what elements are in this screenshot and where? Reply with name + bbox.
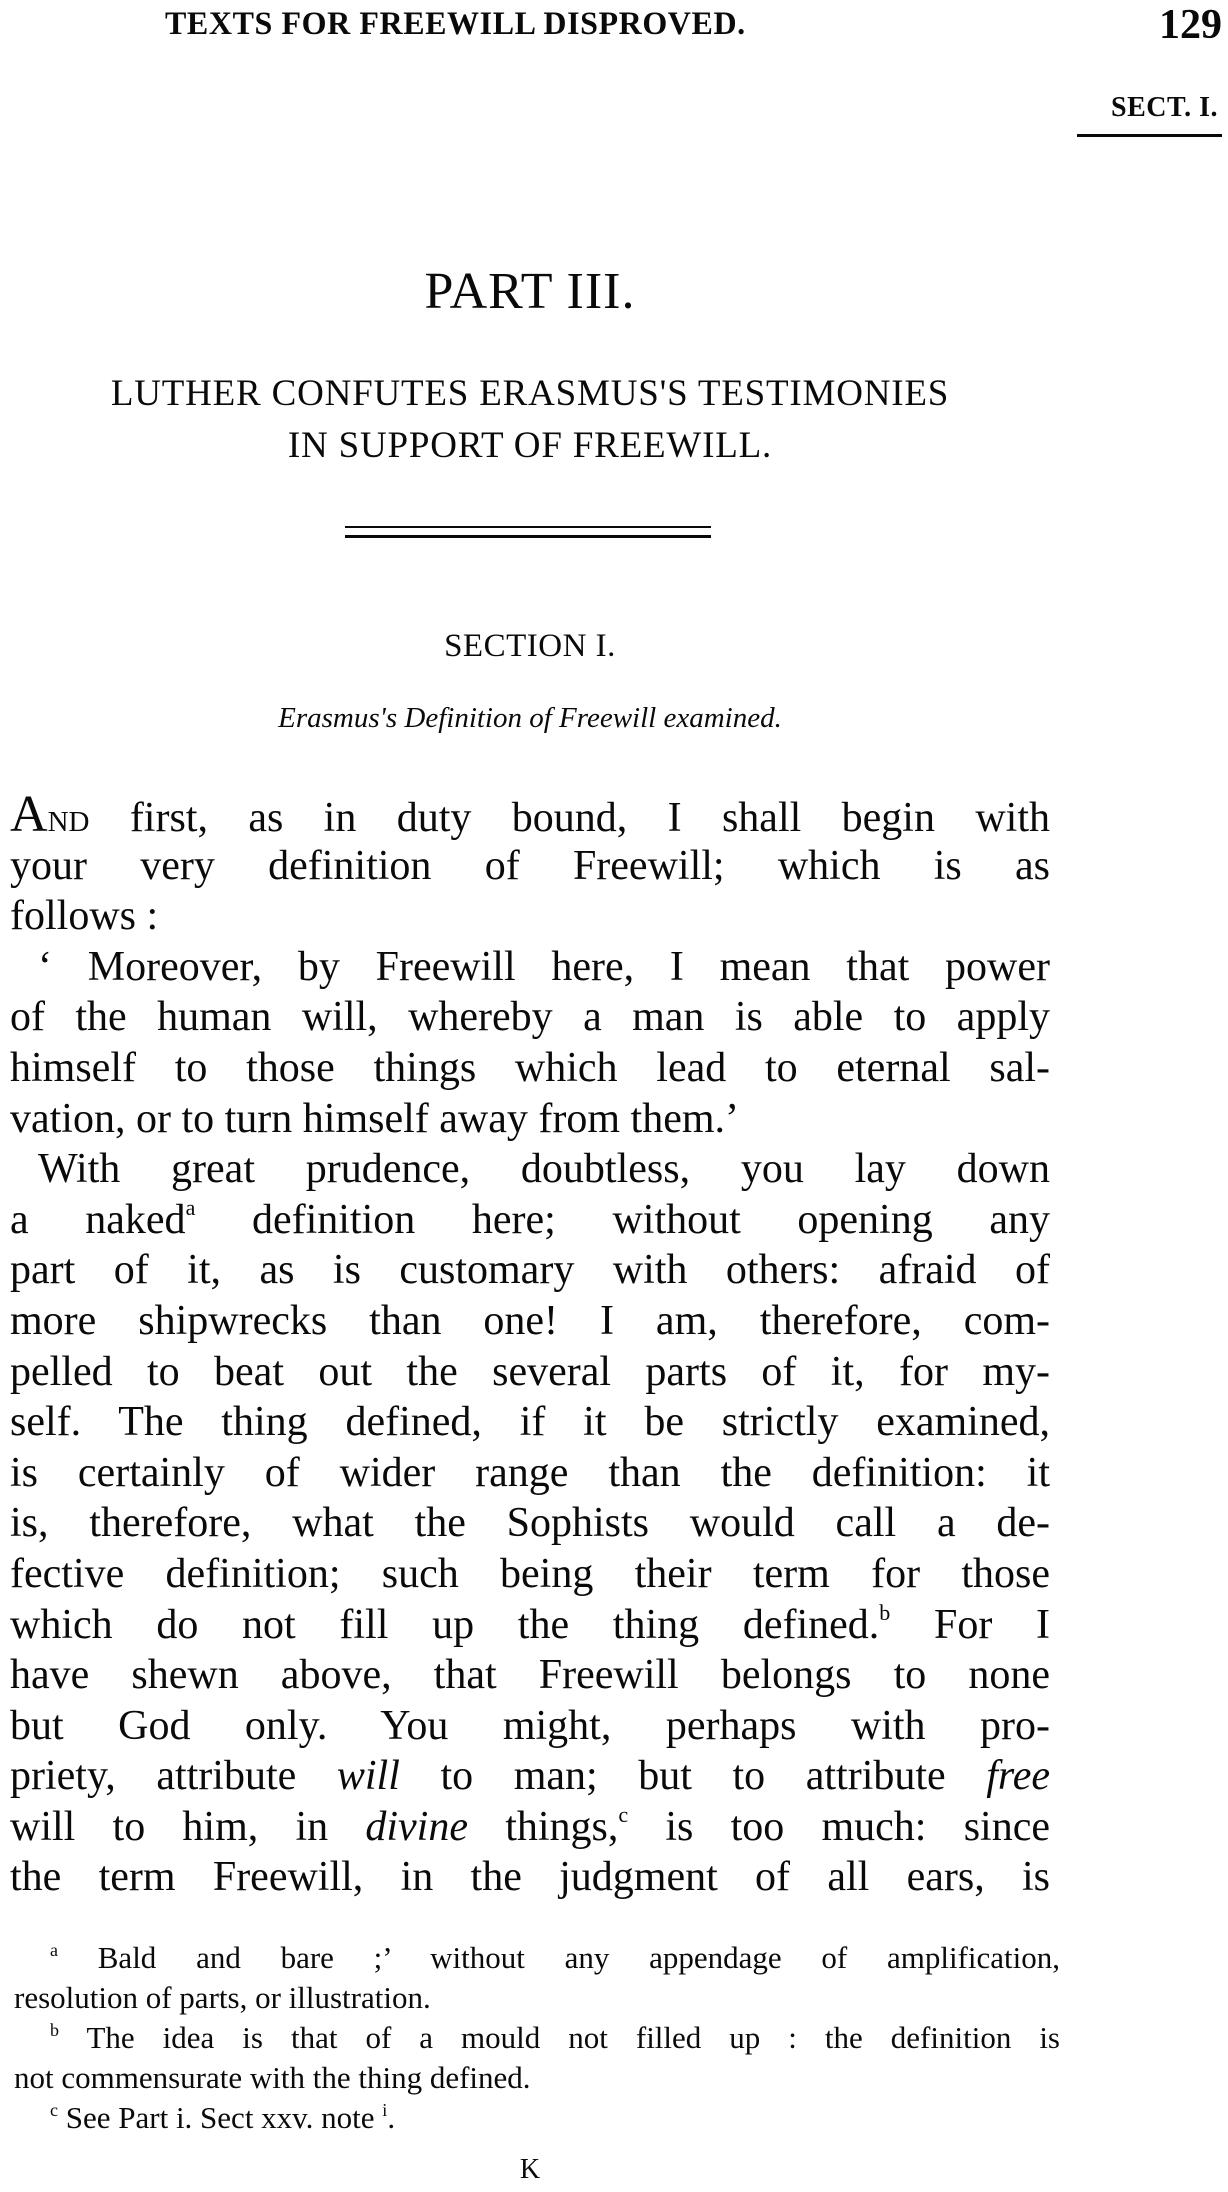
- footnote-ref-a[interactable]: a: [185, 1194, 196, 1220]
- ornamental-double-rule: [345, 526, 711, 538]
- body-line: which do not fill up the thing defined.$^b$ For I: [10, 1599, 1050, 1648]
- rule-thick: [345, 535, 711, 538]
- footnotes: [14, 1938, 1060, 2138]
- italic-word: will: [336, 1753, 400, 1800]
- footnote-b: $^b$ The idea is that of a mould not filled up : the definition is: [50, 2020, 1060, 2055]
- body-line: With great prudence, doubtless, you lay down: [38, 1146, 1050, 1193]
- body-line: more shipwrecks than one! I am, therefore, com-: [10, 1297, 1050, 1344]
- rule-thin: [345, 526, 711, 528]
- body-line: himself to those things which lead to eternal sal-: [10, 1044, 1050, 1091]
- body-text: [10, 786, 1051, 1903]
- page-number: 129: [1159, 2, 1222, 48]
- footnote-b-cont: not commensurate with the thing defined.: [14, 2060, 531, 2095]
- body-line: vation, or to turn himself away from them.’: [10, 1095, 739, 1142]
- body-line: pelled to beat out the several parts of it, for my-: [10, 1348, 1050, 1395]
- body-line: is certainly of wider range than the definition: it: [10, 1449, 1050, 1496]
- body-line: have shewn above, that Freewill belongs to none: [10, 1652, 1050, 1699]
- body-line: fective definition; such being their term for those: [10, 1550, 1050, 1597]
- body-line: priety, attribute will to man; but to attribute free: [10, 1753, 1051, 1800]
- body-line: will to him, in divine things,$^c$ is too much: since: [10, 1801, 1050, 1850]
- section-caption: Erasmus's Definition of Freewill examined.: [278, 702, 782, 734]
- body-line: the term Freewill, in the judgment of all ears, is: [10, 1854, 1050, 1901]
- footnote-ref-b[interactable]: b: [879, 1599, 891, 1625]
- body-line: part of it, as is customary with others: afraid of: [10, 1247, 1050, 1294]
- body-line: ‘ Moreover, by Freewill here, I mean that power: [38, 943, 1050, 990]
- running-head-title: TEXTS FOR FREEWILL DISPROVED.: [165, 6, 746, 42]
- part-subtitle-line: LUTHER CONFUTES ERASMUS'S TESTIMONIES: [110, 373, 950, 414]
- footnote-c: $^c$ See Part i. Sect xxv. note $^i$.: [50, 2100, 396, 2135]
- section-marker-rule: [1077, 134, 1222, 137]
- italic-word: divine: [365, 1803, 468, 1850]
- footnote-marker: b: [50, 2020, 59, 2040]
- signature-mark: K: [519, 2154, 541, 2185]
- body-line: but God only. You might, perhaps with pro-: [10, 1702, 1050, 1749]
- body-line: your very definition of Freewill; which is as: [10, 842, 1050, 889]
- footnote-ref-c[interactable]: c: [618, 1801, 629, 1827]
- drop-cap: A: [10, 786, 48, 843]
- section-title: SECTION I.: [444, 628, 616, 664]
- body-line: And first, as in duty bound, I shall begin with: [10, 786, 1050, 843]
- part-subtitle: [0, 368, 1060, 472]
- body-line: a naked$^a$ definition here; without opening any: [10, 1194, 1050, 1243]
- section-marker: SECT. I.: [1111, 92, 1218, 123]
- body-line: follows :: [10, 893, 159, 940]
- body-line: of the human will, whereby a man is able to apply: [10, 994, 1050, 1041]
- italic-word: free: [986, 1753, 1051, 1800]
- footnote-a-cont: resolution of parts, or illustration.: [14, 1980, 431, 2015]
- part-subtitle-line: IN SUPPORT OF FREEWILL.: [287, 425, 773, 466]
- footnote-marker: a: [50, 1940, 58, 1960]
- small-caps-word: nd: [47, 795, 90, 841]
- footnote-inner-marker: i: [382, 2100, 388, 2120]
- footnote-a: $^a$ Bald and bare ;’ without any appendage of amplification,: [50, 1940, 1060, 1975]
- body-line: is, therefore, what the Sophists would call a de-: [10, 1500, 1050, 1547]
- part-title: PART III.: [424, 263, 636, 320]
- body-line: self. The thing defined, if it be strictly examined,: [10, 1399, 1050, 1446]
- footnote-marker: c: [50, 2100, 58, 2120]
